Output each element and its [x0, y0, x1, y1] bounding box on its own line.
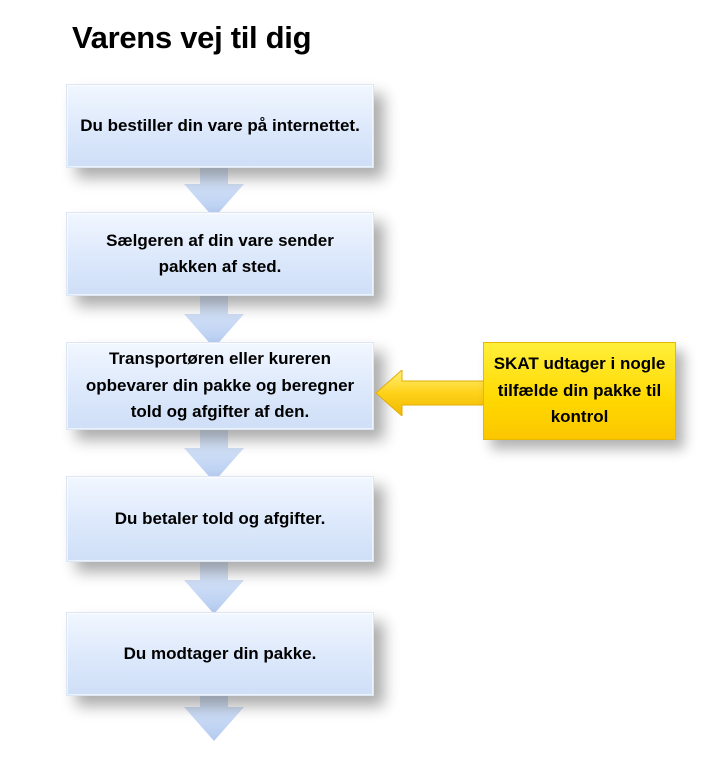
step-order-online: Du bestiller din vare på internettet.: [66, 84, 374, 168]
flow-arrow-down-icon: [184, 160, 244, 218]
arrow-left-icon: [376, 370, 486, 416]
flow-arrow-down-icon: [184, 424, 244, 482]
flow-arrow-down-icon: [184, 556, 244, 614]
step-receive-package: Du modtager din pakke.: [66, 612, 374, 696]
skat-inspection-note: SKAT udtager i nogle tilfælde din pakke til kontrol: [483, 342, 676, 440]
step-carrier-calculates: Transportøren eller kureren opbevarer din pakke og beregner told og afgifter af den.: [66, 342, 374, 430]
step-pay-duties: Du betaler told og afgifter.: [66, 476, 374, 562]
diagram-title: Varens vej til dig: [72, 20, 312, 55]
flow-arrow-down-icon: [184, 290, 244, 348]
step-seller-ships: Sælgeren af din vare sender pakken af sted.: [66, 212, 374, 296]
